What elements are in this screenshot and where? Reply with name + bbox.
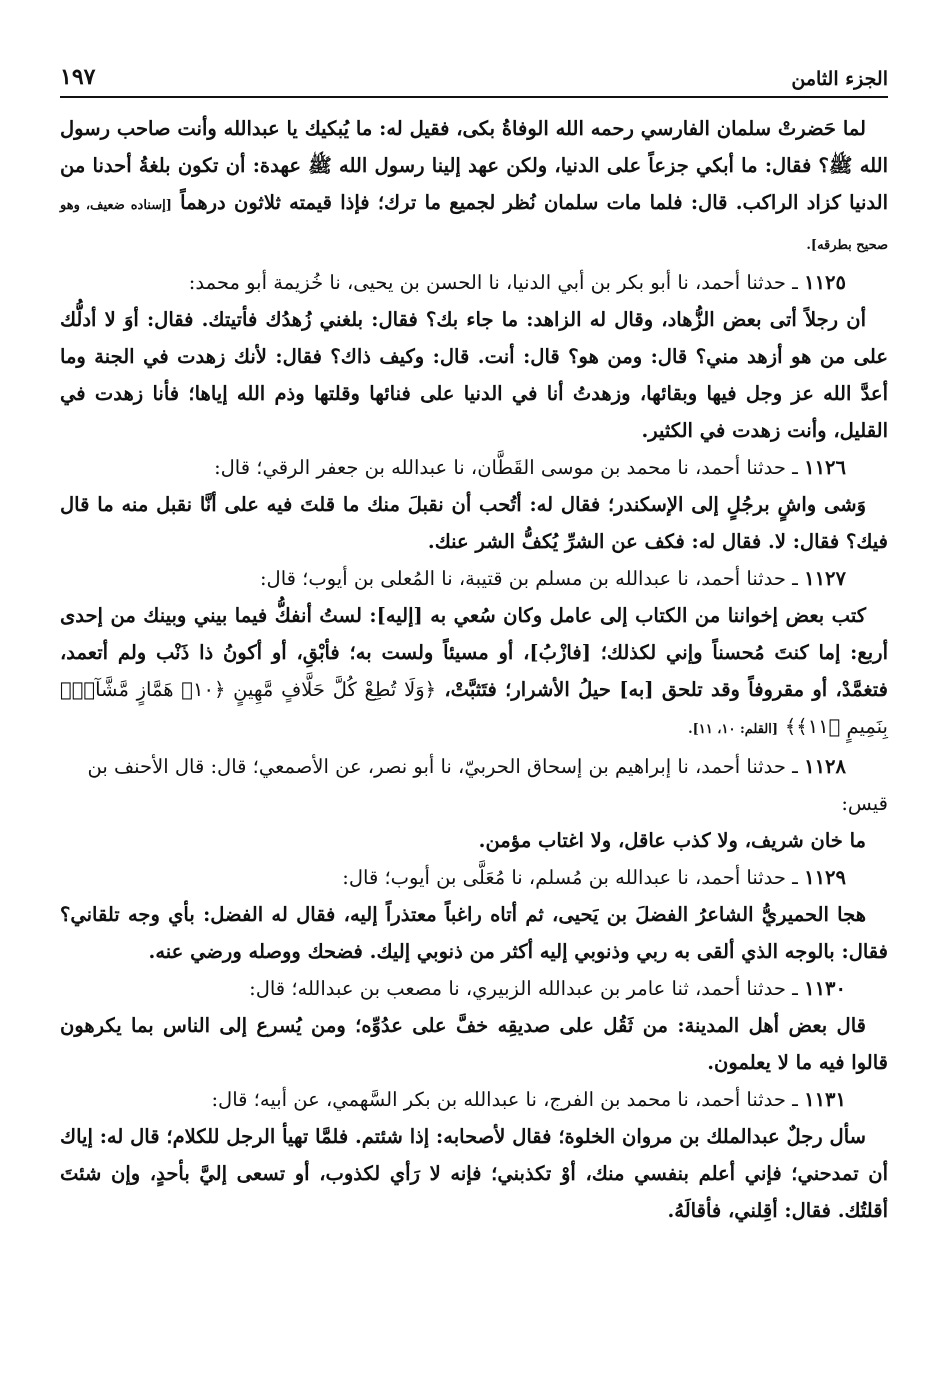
hadith-text: كتب بعض إخواننا من الكتاب إلى عامل وكان سُعي به [إليه]: لستُ أنفكُّ فيما بيني وبينك من إحدى أربع: إما كنتَ مُحسناً وإني لكذلك؛ [فازْبُ]، أو مسيئاً ولست به؛ فأبْقِ، أو أكونُ ذا ذَنْب ولم أتعمد، فتغمَّدْ، أو مقروفاً وقد تلحق [به] حيلُ الأشرار؛ فتَثبَّتْ، ﴿وَلَا تُطِعْ كُلَّ حَلَّافٍ مَّهِينٍ ﴿١٠﴾ هَمَّازٍ مَّشَّآءِۭ بِنَمِيمٍ ﴿١١﴾﴾ [القلم: ١٠، ١١]. (60, 604, 888, 738)
isnad-chain: ١١٢٥ ـ حدثنا أحمد، نا أبو بكر بن أبي الدنيا، نا الحسن بن يحيى، نا خُزيمة أبو محمد: (188, 271, 846, 294)
running-header (60, 52, 888, 90)
verse-citation: [القلم: ١٠، ١١]. (688, 722, 779, 737)
grading-note: [إسناده ضعيف، وهو صحيح بطرقه]. (60, 198, 888, 253)
hadith-text: لما حَضرتْ سلمان الفارسي رحمه الله الوفاةُ بكى، فقيل له: ما يُبكيك يا عبدالله وأنت صاحب رسول الله ﷺ؟ فقال: ما أبكي جزعاً على الدنيا، ولكن عهد إلينا رسول الله ﷺ عهدة: أن تكون بلغةُ أحدنا من الدنيا كزاد الراكب. قال: فلما مات سلمان نُظر لجميع ما ترك؛ فإذا قيمته ثلاثون درهماً [إسناده ضعيف، وهو صحيح بطرقه]. (60, 117, 888, 253)
book-page (60, 52, 888, 1229)
hadith-entry-0 (60, 110, 888, 264)
hadith-text: وَشى واشٍ برجُلٍ إلى الإسكندر؛ فقال له: أتُحب أن نقبلَ منك ما قلتَ فيه على أنَّا نقبل منه ما قال فيك؟ فقال: لا. فقال له: فكف عن الشرِّ يُكفُّ الشر عنك. (60, 493, 888, 553)
hadith-text: سأل رجلٌ عبدالملك بن مروان الخلوة؛ فقال لأصحابه: إذا شئتم. فلمَّا تهيأ الرجل للكلام؛ قال له: إياك أن تمدحني؛ فإني أعلم بنفسي منك، أوْ تكذبني؛ فإنه لا رَأي لكذوب، أو تسعى إليَّ بأحدٍ، وإن شئتَ أقلتُك. فقال: أقِلني، فأقالَهُ. (60, 1125, 888, 1222)
hadith-number: ١١٢٨ (804, 755, 846, 778)
isnad-chain: ١١٢٨ ـ حدثنا أحمد، نا إبراهيم بن إسحاق الحربيّ، نا أبو نصر، عن الأصمعي؛ قال: قال الأحنف بن قيس: (87, 755, 888, 815)
hadith-text: هجا الحميريُّ الشاعرُ الفضلَ بن يَحيى، ثم أتاه راغباً معتذراً إليه، فقال له الفضل: بأي وجه تلقاني؟ فقال: بالوجه الذي ألقى به ربي وذنوبي إليه أكثر من ذنوبي إليك. فضحك ووصله ورضي عنه. (60, 903, 888, 963)
hadith-entry-1126 (60, 449, 888, 560)
quran-verse: ﴿وَلَا تُطِعْ كُلَّ حَلَّافٍ مَّهِينٍ ﴿١٠﴾ هَمَّازٍ مَّشَّآءِۭ بِنَمِيمٍ ﴿١١﴾﴾ (60, 678, 888, 738)
page-number: ١٩٧ (60, 64, 96, 90)
hadith-number: ١١٣٠ (804, 977, 846, 1000)
hadith-text: ما خان شريف، ولا كذب عاقل، ولا اغتاب مؤمن. (478, 829, 866, 852)
hadith-number: ١١٢٦ (804, 456, 846, 479)
hadith-number: ١١٢٥ (804, 271, 846, 294)
volume-title: الجزء الثامن (791, 68, 888, 90)
hadith-entry-1130 (60, 970, 888, 1081)
hadith-number: ١١٢٧ (804, 567, 846, 590)
hadith-entry-1127 (60, 560, 888, 748)
isnad-chain: ١١٣٠ ـ حدثنا أحمد، ثنا عامر بن عبدالله الزبيري، نا مصعب بن عبدالله؛ قال: (249, 977, 846, 1000)
isnad-chain: ١١٢٦ ـ حدثنا أحمد، نا محمد بن موسى القَطَّان، نا عبدالله بن جعفر الرقي؛ قال: (214, 456, 846, 479)
hadith-number: ١١٢٩ (804, 866, 846, 889)
isnad-chain: ١١٢٩ ـ حدثنا أحمد، نا عبدالله بن مُسلم، نا مُعَلَّى بن أيوب؛ قال: (342, 866, 846, 889)
isnad-chain: ١١٢٧ ـ حدثنا أحمد، نا عبدالله بن مسلم بن قتيبة، نا المُعلى بن أيوب؛ قال: (259, 567, 846, 590)
isnad-chain: ١١٣١ ـ حدثنا أحمد، نا محمد بن الفرج، نا عبدالله بن بكر السَّهمي، عن أبيه؛ قال: (211, 1088, 846, 1111)
hadith-entry-1128 (60, 748, 888, 859)
hadith-entry-1125 (60, 264, 888, 449)
header-rule (60, 96, 888, 98)
hadith-text: أن رجلاً أتى بعض الزُّهاد، وقال له الزاهد: ما جاء بك؟ فقال: بلغني زُهدُك فأتيتك. فقال: أوَ لا أدلُّك على من هو أزهد مني؟ قال: ومن هو؟ قال: أنت. قال: وكيف ذاك؟ فقال: لأنك زهدت في الجنة وما أعدَّ الله عز وجل فيها وبقائها، وزهدتُ أنا في الدنيا على فنائها وقلتها وذم الله إياها؛ فأنا زهدت في القليل، وأنت زهدت في الكثير. (60, 308, 888, 442)
hadith-entry-1131 (60, 1081, 888, 1229)
hadith-number: ١١٣١ (804, 1088, 846, 1111)
hadith-entry-1129 (60, 859, 888, 970)
hadith-text: قال بعض أهل المدينة: من ثَقُل على صديقِه خفَّ على عدُوِّه؛ ومن يُسرع إلى الناس بما يكرهون قالوا فيه ما لا يعلمون. (60, 1014, 888, 1074)
